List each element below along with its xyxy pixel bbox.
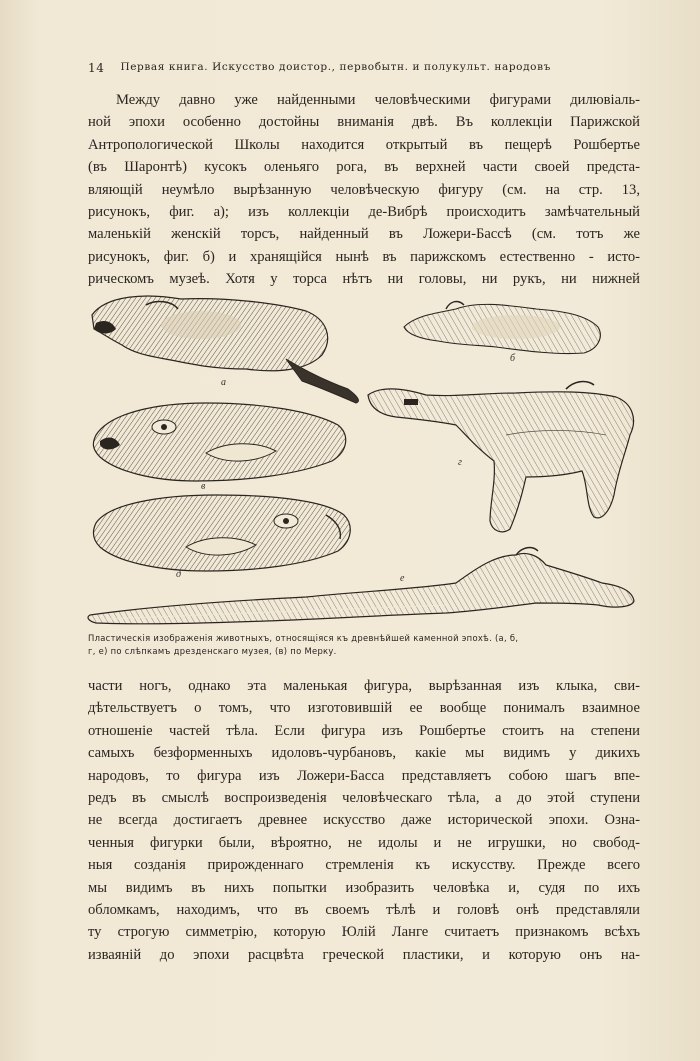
text-line: части ногъ, однако эта маленькая фигура, вырѣзанная изъ клыка, сви-	[88, 678, 640, 694]
running-header	[88, 61, 640, 75]
fig-letter-v: в	[201, 481, 206, 492]
carving-b	[404, 302, 600, 354]
text-line: рисунокъ, фиг. б) и хранящійся нынѣ въ парижскомъ естественно - исто-	[88, 248, 640, 265]
text-line: ченныя фигурки были, вѣроятно, не идолы и не игрушки, но свобод-	[88, 834, 640, 851]
fig-letter-e: е	[400, 573, 405, 584]
running-title: Первая книга. Искусство доистор., первобытн. и полукульт. народовъ	[120, 61, 551, 73]
text-line: ту строгую симметрію, которую Юлій Ланге считаетъ признакомъ всѣхъ	[88, 924, 640, 941]
text-line: мы видимъ въ нихъ попытки изобразить человѣка и, судя по ихъ	[88, 879, 640, 896]
figure-carved-animals	[86, 285, 642, 630]
text-line: дѣтельствуетъ о томъ, что изготовившій ее вообще понималъ взаимное	[88, 700, 640, 717]
text-line: вляющій неумѣло вырѣзанную человѣческую фигуру (см. на стр. 13,	[88, 181, 640, 198]
fig-letter-g: г	[458, 457, 462, 468]
text-line: самыхъ безформенныхъ идоловъ-чурбановъ, какіе мы видимъ у дикихъ	[88, 745, 640, 762]
text-line: рисунокъ, фиг. а); изъ коллекціи де-Вибрѣ происходитъ замѣчательный	[88, 204, 640, 221]
carving-d	[93, 495, 350, 571]
fig-letter-b: б	[510, 353, 516, 364]
text-line: отношеніе частей тѣла. Если фигура изъ Рошбертье стоитъ на степени	[88, 722, 640, 739]
figure-caption	[88, 632, 640, 658]
text-line: Между давно уже найденными человѣческими фигурами дилювіаль-	[116, 92, 640, 108]
text-line: маленькій женскій торсъ, найденный въ Ложери-Бассѣ (см. тотъ же	[88, 226, 640, 243]
page-number: 14	[88, 61, 105, 75]
text-line: не всегда достигаетъ древнее искусство даже исторической эпохи. Озна-	[88, 812, 640, 829]
top-paragraph	[88, 89, 640, 291]
text-line: (въ Шаронтѣ) кусокъ оленьяго рога, въ верхней части своей предста-	[88, 159, 640, 176]
text-line: рическомъ музеѣ. Хотя у торса нѣтъ ни головы, ни рукъ, ни нижней	[88, 271, 640, 288]
text-line: Антропологической Школы находится открытый въ пещерѣ Рошбертье	[88, 136, 640, 153]
text-line: народовъ, то фигура изъ Ложери-Басса представляетъ собою шагъ впе-	[88, 767, 640, 784]
carving-g	[368, 382, 634, 532]
text-line: изваяній до эпохи расцвѣта греческой пластики, и которую онъ на-	[88, 946, 640, 963]
text-line: ныя созданія прирожденнаго стремленія къ искусству. Прежде всего	[88, 857, 640, 874]
bottom-paragraph	[88, 675, 640, 966]
fig-letter-d: д	[176, 569, 182, 580]
carving-v	[93, 403, 345, 481]
text-line: обломкамъ, находимъ, что въ своемъ тѣлѣ и головѣ онѣ представляли	[88, 902, 640, 919]
text-line: редъ въ смыслѣ воспроизведенія человѣческаго тѣла, а до этой ступени	[88, 790, 640, 807]
caption-line: Пластическія изображенія животныхъ, относящіяся къ древнѣйшей каменной эпохѣ. (а, б,	[88, 633, 519, 643]
text-line: ной эпохи особенно достойны вниманія двѣ. Въ коллекціи Парижской	[88, 114, 640, 131]
fig-letter-a: а	[221, 377, 226, 388]
caption-line: г, е) по слѣпкамъ дрезденскаго музея, (в) по Мерку.	[88, 646, 337, 656]
